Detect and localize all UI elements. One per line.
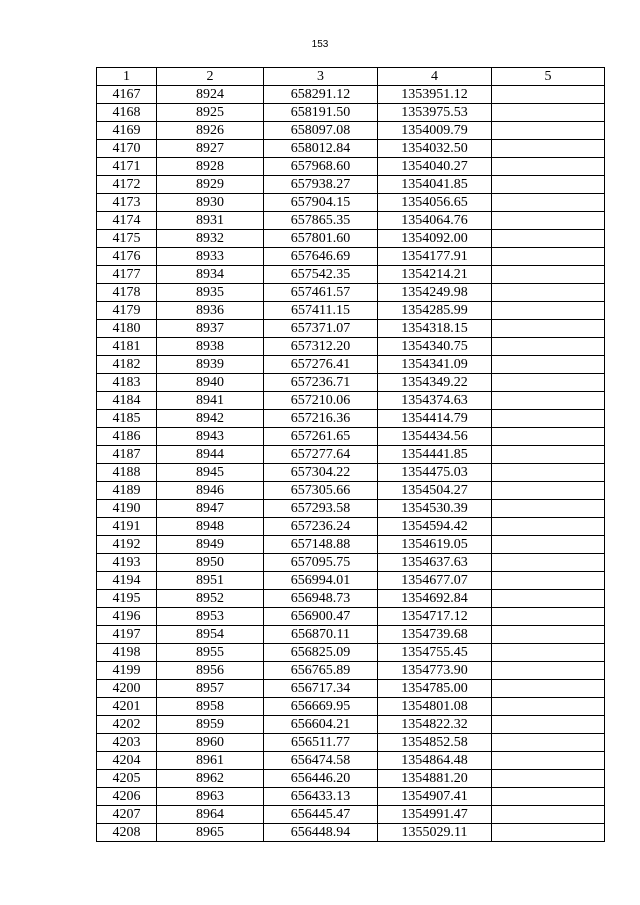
table-cell-col-5 [492,374,605,392]
table-cell-col-2: 8957 [157,680,264,698]
table-cell-col-1: 4171 [97,158,157,176]
table-cell-col-3: 657312.20 [264,338,378,356]
table-cell-col-2: 8962 [157,770,264,788]
table-cell-col-2: 8958 [157,698,264,716]
table-row [97,806,605,824]
table-cell-col-4: 1354318.15 [378,320,492,338]
table-cell-col-3: 656446.20 [264,770,378,788]
table-row [97,176,605,194]
table-cell-col-1: 4178 [97,284,157,302]
table-cell-col-2: 8937 [157,320,264,338]
table-cell-col-2: 8936 [157,302,264,320]
table-cell-col-1: 4180 [97,320,157,338]
header-row [97,68,605,86]
table-cell-col-2: 8956 [157,662,264,680]
table-cell-col-3: 658191.50 [264,104,378,122]
table-cell-col-4: 1354852.58 [378,734,492,752]
table-cell-col-3: 657277.64 [264,446,378,464]
table-cell-col-1: 4168 [97,104,157,122]
table-cell-col-4: 1354040.27 [378,158,492,176]
table-cell-col-3: 656994.01 [264,572,378,590]
table-cell-col-1: 4202 [97,716,157,734]
table-row [97,734,605,752]
table-row [97,212,605,230]
table-cell-col-2: 8942 [157,410,264,428]
table-cell-col-4: 1354822.32 [378,716,492,734]
table-cell-col-4: 1354177.91 [378,248,492,266]
table-cell-col-4: 1354041.85 [378,176,492,194]
table-cell-col-4: 1354864.48 [378,752,492,770]
table-cell-col-3: 656474.58 [264,752,378,770]
table-cell-col-1: 4177 [97,266,157,284]
table-cell-col-2: 8944 [157,446,264,464]
table-cell-col-2: 8931 [157,212,264,230]
table-row [97,428,605,446]
table-row [97,374,605,392]
table-cell-col-4: 1354032.50 [378,140,492,158]
table-cell-col-3: 657371.07 [264,320,378,338]
table-cell-col-2: 8924 [157,86,264,104]
table-cell-col-3: 657095.75 [264,554,378,572]
table-cell-col-1: 4170 [97,140,157,158]
table-cell-col-3: 656765.89 [264,662,378,680]
coordinates-table [96,67,605,842]
table-cell-col-3: 657461.57 [264,284,378,302]
table-cell-col-5 [492,410,605,428]
table-cell-col-4: 1354785.00 [378,680,492,698]
table-row [97,608,605,626]
table-cell-col-4: 1354475.03 [378,464,492,482]
table-cell-col-2: 8963 [157,788,264,806]
table-cell-col-5 [492,158,605,176]
table-cell-col-3: 656717.34 [264,680,378,698]
table-cell-col-2: 8955 [157,644,264,662]
table-row [97,572,605,590]
table-cell-col-3: 656900.47 [264,608,378,626]
column-header-2: 2 [157,68,264,86]
table-cell-col-3: 656445.47 [264,806,378,824]
table-cell-col-1: 4205 [97,770,157,788]
table-row [97,248,605,266]
table-cell-col-5 [492,356,605,374]
table-row [97,140,605,158]
table-cell-col-4: 1354056.65 [378,194,492,212]
table-row [97,356,605,374]
table-cell-col-1: 4183 [97,374,157,392]
table-cell-col-5 [492,608,605,626]
table-row [97,302,605,320]
table-cell-col-1: 4176 [97,248,157,266]
table-cell-col-2: 8939 [157,356,264,374]
table-cell-col-4: 1354530.39 [378,500,492,518]
table-row [97,158,605,176]
column-header-5: 5 [492,68,605,86]
table-cell-col-5 [492,104,605,122]
table-row [97,392,605,410]
table-cell-col-1: 4175 [97,230,157,248]
table-cell-col-3: 657801.60 [264,230,378,248]
table-row [97,194,605,212]
table-row [97,590,605,608]
table-cell-col-5 [492,500,605,518]
table-cell-col-1: 4207 [97,806,157,824]
table-row [97,500,605,518]
table-cell-col-2: 8954 [157,626,264,644]
table-row [97,626,605,644]
table-cell-col-4: 1354907.41 [378,788,492,806]
table-cell-col-1: 4167 [97,86,157,104]
table-row [97,788,605,806]
table-cell-col-3: 657411.15 [264,302,378,320]
table-cell-col-1: 4196 [97,608,157,626]
table-cell-col-4: 1354374.63 [378,392,492,410]
page-number: 153 [311,39,329,50]
table-cell-col-1: 4187 [97,446,157,464]
table-cell-col-2: 8930 [157,194,264,212]
table-cell-col-5 [492,680,605,698]
table-cell-col-3: 656669.95 [264,698,378,716]
table-cell-col-2: 8948 [157,518,264,536]
table-cell-col-1: 4194 [97,572,157,590]
table-cell-col-5 [492,482,605,500]
table-cell-col-2: 8947 [157,500,264,518]
table-cell-col-3: 657304.22 [264,464,378,482]
table-cell-col-4: 1353975.53 [378,104,492,122]
table-cell-col-3: 657276.41 [264,356,378,374]
table-cell-col-3: 657938.27 [264,176,378,194]
table-cell-col-2: 8959 [157,716,264,734]
table-cell-col-5 [492,194,605,212]
table-cell-col-4: 1354677.07 [378,572,492,590]
table-cell-col-3: 657216.36 [264,410,378,428]
table-row [97,266,605,284]
table-cell-col-4: 1354755.45 [378,644,492,662]
table-cell-col-2: 8929 [157,176,264,194]
table-cell-col-1: 4169 [97,122,157,140]
table-cell-col-2: 8951 [157,572,264,590]
table-row [97,824,605,842]
table-cell-col-5 [492,734,605,752]
table-row [97,536,605,554]
table-cell-col-3: 656448.94 [264,824,378,842]
table-cell-col-2: 8960 [157,734,264,752]
table-cell-col-2: 8950 [157,554,264,572]
table-cell-col-3: 657236.71 [264,374,378,392]
table-cell-col-5 [492,230,605,248]
table-cell-col-3: 657293.58 [264,500,378,518]
table-cell-col-1: 4182 [97,356,157,374]
table-cell-col-1: 4201 [97,698,157,716]
table-cell-col-5 [492,392,605,410]
table-cell-col-4: 1354285.99 [378,302,492,320]
table-cell-col-2: 8949 [157,536,264,554]
table-cell-col-4: 1354619.05 [378,536,492,554]
table-cell-col-4: 1354214.21 [378,266,492,284]
table-cell-col-5 [492,212,605,230]
table-row [97,770,605,788]
table-cell-col-2: 8946 [157,482,264,500]
table-cell-col-1: 4200 [97,680,157,698]
table-cell-col-5 [492,752,605,770]
table-cell-col-1: 4181 [97,338,157,356]
table-row [97,716,605,734]
table-cell-col-2: 8927 [157,140,264,158]
table-row [97,122,605,140]
table-cell-col-2: 8953 [157,608,264,626]
table-cell-col-2: 8945 [157,464,264,482]
table-cell-col-5 [492,590,605,608]
table-cell-col-1: 4192 [97,536,157,554]
table-cell-col-3: 657968.60 [264,158,378,176]
table-cell-col-5 [492,320,605,338]
table-cell-col-3: 657261.65 [264,428,378,446]
column-header-1: 1 [97,68,157,86]
table-cell-col-4: 1353951.12 [378,86,492,104]
table-cell-col-5 [492,428,605,446]
table-cell-col-2: 8926 [157,122,264,140]
table-cell-col-1: 4203 [97,734,157,752]
table-cell-col-4: 1354692.84 [378,590,492,608]
table-cell-col-5 [492,626,605,644]
table-cell-col-5 [492,338,605,356]
table-cell-col-2: 8934 [157,266,264,284]
table-cell-col-2: 8965 [157,824,264,842]
table-cell-col-1: 4198 [97,644,157,662]
table-cell-col-2: 8933 [157,248,264,266]
table-cell-col-5 [492,572,605,590]
table-cell-col-5 [492,464,605,482]
table-cell-col-2: 8952 [157,590,264,608]
table-body [97,86,605,842]
table-cell-col-3: 657646.69 [264,248,378,266]
table-cell-col-4: 1354991.47 [378,806,492,824]
table-cell-col-5 [492,662,605,680]
table-cell-col-1: 4173 [97,194,157,212]
table-cell-col-5 [492,140,605,158]
table-cell-col-4: 1354340.75 [378,338,492,356]
table-cell-col-4: 1354349.22 [378,374,492,392]
table-cell-col-1: 4206 [97,788,157,806]
table-cell-col-1: 4191 [97,518,157,536]
table-cell-col-5 [492,554,605,572]
table-cell-col-1: 4174 [97,212,157,230]
table-cell-col-2: 8928 [157,158,264,176]
table-cell-col-3: 658291.12 [264,86,378,104]
table-cell-col-1: 4172 [97,176,157,194]
table-cell-col-4: 1354414.79 [378,410,492,428]
column-header-3: 3 [264,68,378,86]
table-cell-col-5 [492,644,605,662]
table-cell-col-1: 4197 [97,626,157,644]
table-cell-col-4: 1354064.76 [378,212,492,230]
table-cell-col-1: 4179 [97,302,157,320]
table-row [97,662,605,680]
table-cell-col-3: 657542.35 [264,266,378,284]
table-cell-col-3: 657210.06 [264,392,378,410]
table-cell-col-1: 4184 [97,392,157,410]
table-cell-col-4: 1355029.11 [378,824,492,842]
table-cell-col-4: 1354009.79 [378,122,492,140]
table-row [97,554,605,572]
table-cell-col-5 [492,824,605,842]
table-cell-col-3: 657305.66 [264,482,378,500]
table-cell-col-5 [492,86,605,104]
table-cell-col-5 [492,698,605,716]
table-cell-col-5 [492,122,605,140]
table-row [97,320,605,338]
table-cell-col-4: 1354739.68 [378,626,492,644]
table-row [97,518,605,536]
table-cell-col-2: 8941 [157,392,264,410]
table-cell-col-1: 4199 [97,662,157,680]
table-row [97,446,605,464]
table-cell-col-4: 1354249.98 [378,284,492,302]
table-cell-col-5 [492,716,605,734]
table-row [97,464,605,482]
table-row [97,644,605,662]
table-cell-col-3: 656511.77 [264,734,378,752]
table-cell-col-4: 1354801.08 [378,698,492,716]
table-cell-col-1: 4186 [97,428,157,446]
column-header-4: 4 [378,68,492,86]
table-cell-col-2: 8938 [157,338,264,356]
table-row [97,752,605,770]
table-cell-col-3: 657904.15 [264,194,378,212]
table-cell-col-4: 1354773.90 [378,662,492,680]
table-row [97,104,605,122]
table-row [97,230,605,248]
table-row [97,410,605,428]
table-cell-col-5 [492,806,605,824]
table-cell-col-3: 658012.84 [264,140,378,158]
table-row [97,284,605,302]
table-cell-col-1: 4208 [97,824,157,842]
table-row [97,86,605,104]
table-cell-col-3: 657236.24 [264,518,378,536]
table-cell-col-4: 1354881.20 [378,770,492,788]
table-cell-col-2: 8940 [157,374,264,392]
table-cell-col-5 [492,446,605,464]
table-cell-col-5 [492,518,605,536]
table-cell-col-4: 1354092.00 [378,230,492,248]
table-cell-col-3: 657148.88 [264,536,378,554]
table-row [97,680,605,698]
table-cell-col-4: 1354717.12 [378,608,492,626]
table-cell-col-4: 1354637.63 [378,554,492,572]
table-cell-col-2: 8932 [157,230,264,248]
table-cell-col-3: 656948.73 [264,590,378,608]
table-cell-col-2: 8935 [157,284,264,302]
table-cell-col-1: 4190 [97,500,157,518]
table-row [97,698,605,716]
table-row [97,338,605,356]
table-cell-col-4: 1354441.85 [378,446,492,464]
table-cell-col-3: 656433.13 [264,788,378,806]
table-cell-col-5 [492,536,605,554]
table-cell-col-2: 8925 [157,104,264,122]
table-cell-col-3: 658097.08 [264,122,378,140]
table-cell-col-2: 8961 [157,752,264,770]
table-cell-col-1: 4188 [97,464,157,482]
table-row [97,482,605,500]
table-cell-col-1: 4189 [97,482,157,500]
table-cell-col-1: 4195 [97,590,157,608]
table-cell-col-1: 4185 [97,410,157,428]
table-cell-col-4: 1354434.56 [378,428,492,446]
table-cell-col-5 [492,176,605,194]
table-cell-col-1: 4204 [97,752,157,770]
table-cell-col-5 [492,248,605,266]
table-cell-col-5 [492,302,605,320]
table-cell-col-3: 657865.35 [264,212,378,230]
table-cell-col-2: 8943 [157,428,264,446]
table-cell-col-3: 656870.11 [264,626,378,644]
table-cell-col-4: 1354341.09 [378,356,492,374]
table-cell-col-2: 8964 [157,806,264,824]
table-cell-col-4: 1354594.42 [378,518,492,536]
table-cell-col-5 [492,284,605,302]
table-cell-col-5 [492,788,605,806]
table-cell-col-5 [492,770,605,788]
table-cell-col-5 [492,266,605,284]
table-cell-col-3: 656825.09 [264,644,378,662]
table-cell-col-4: 1354504.27 [378,482,492,500]
table-cell-col-1: 4193 [97,554,157,572]
table-cell-col-3: 656604.21 [264,716,378,734]
